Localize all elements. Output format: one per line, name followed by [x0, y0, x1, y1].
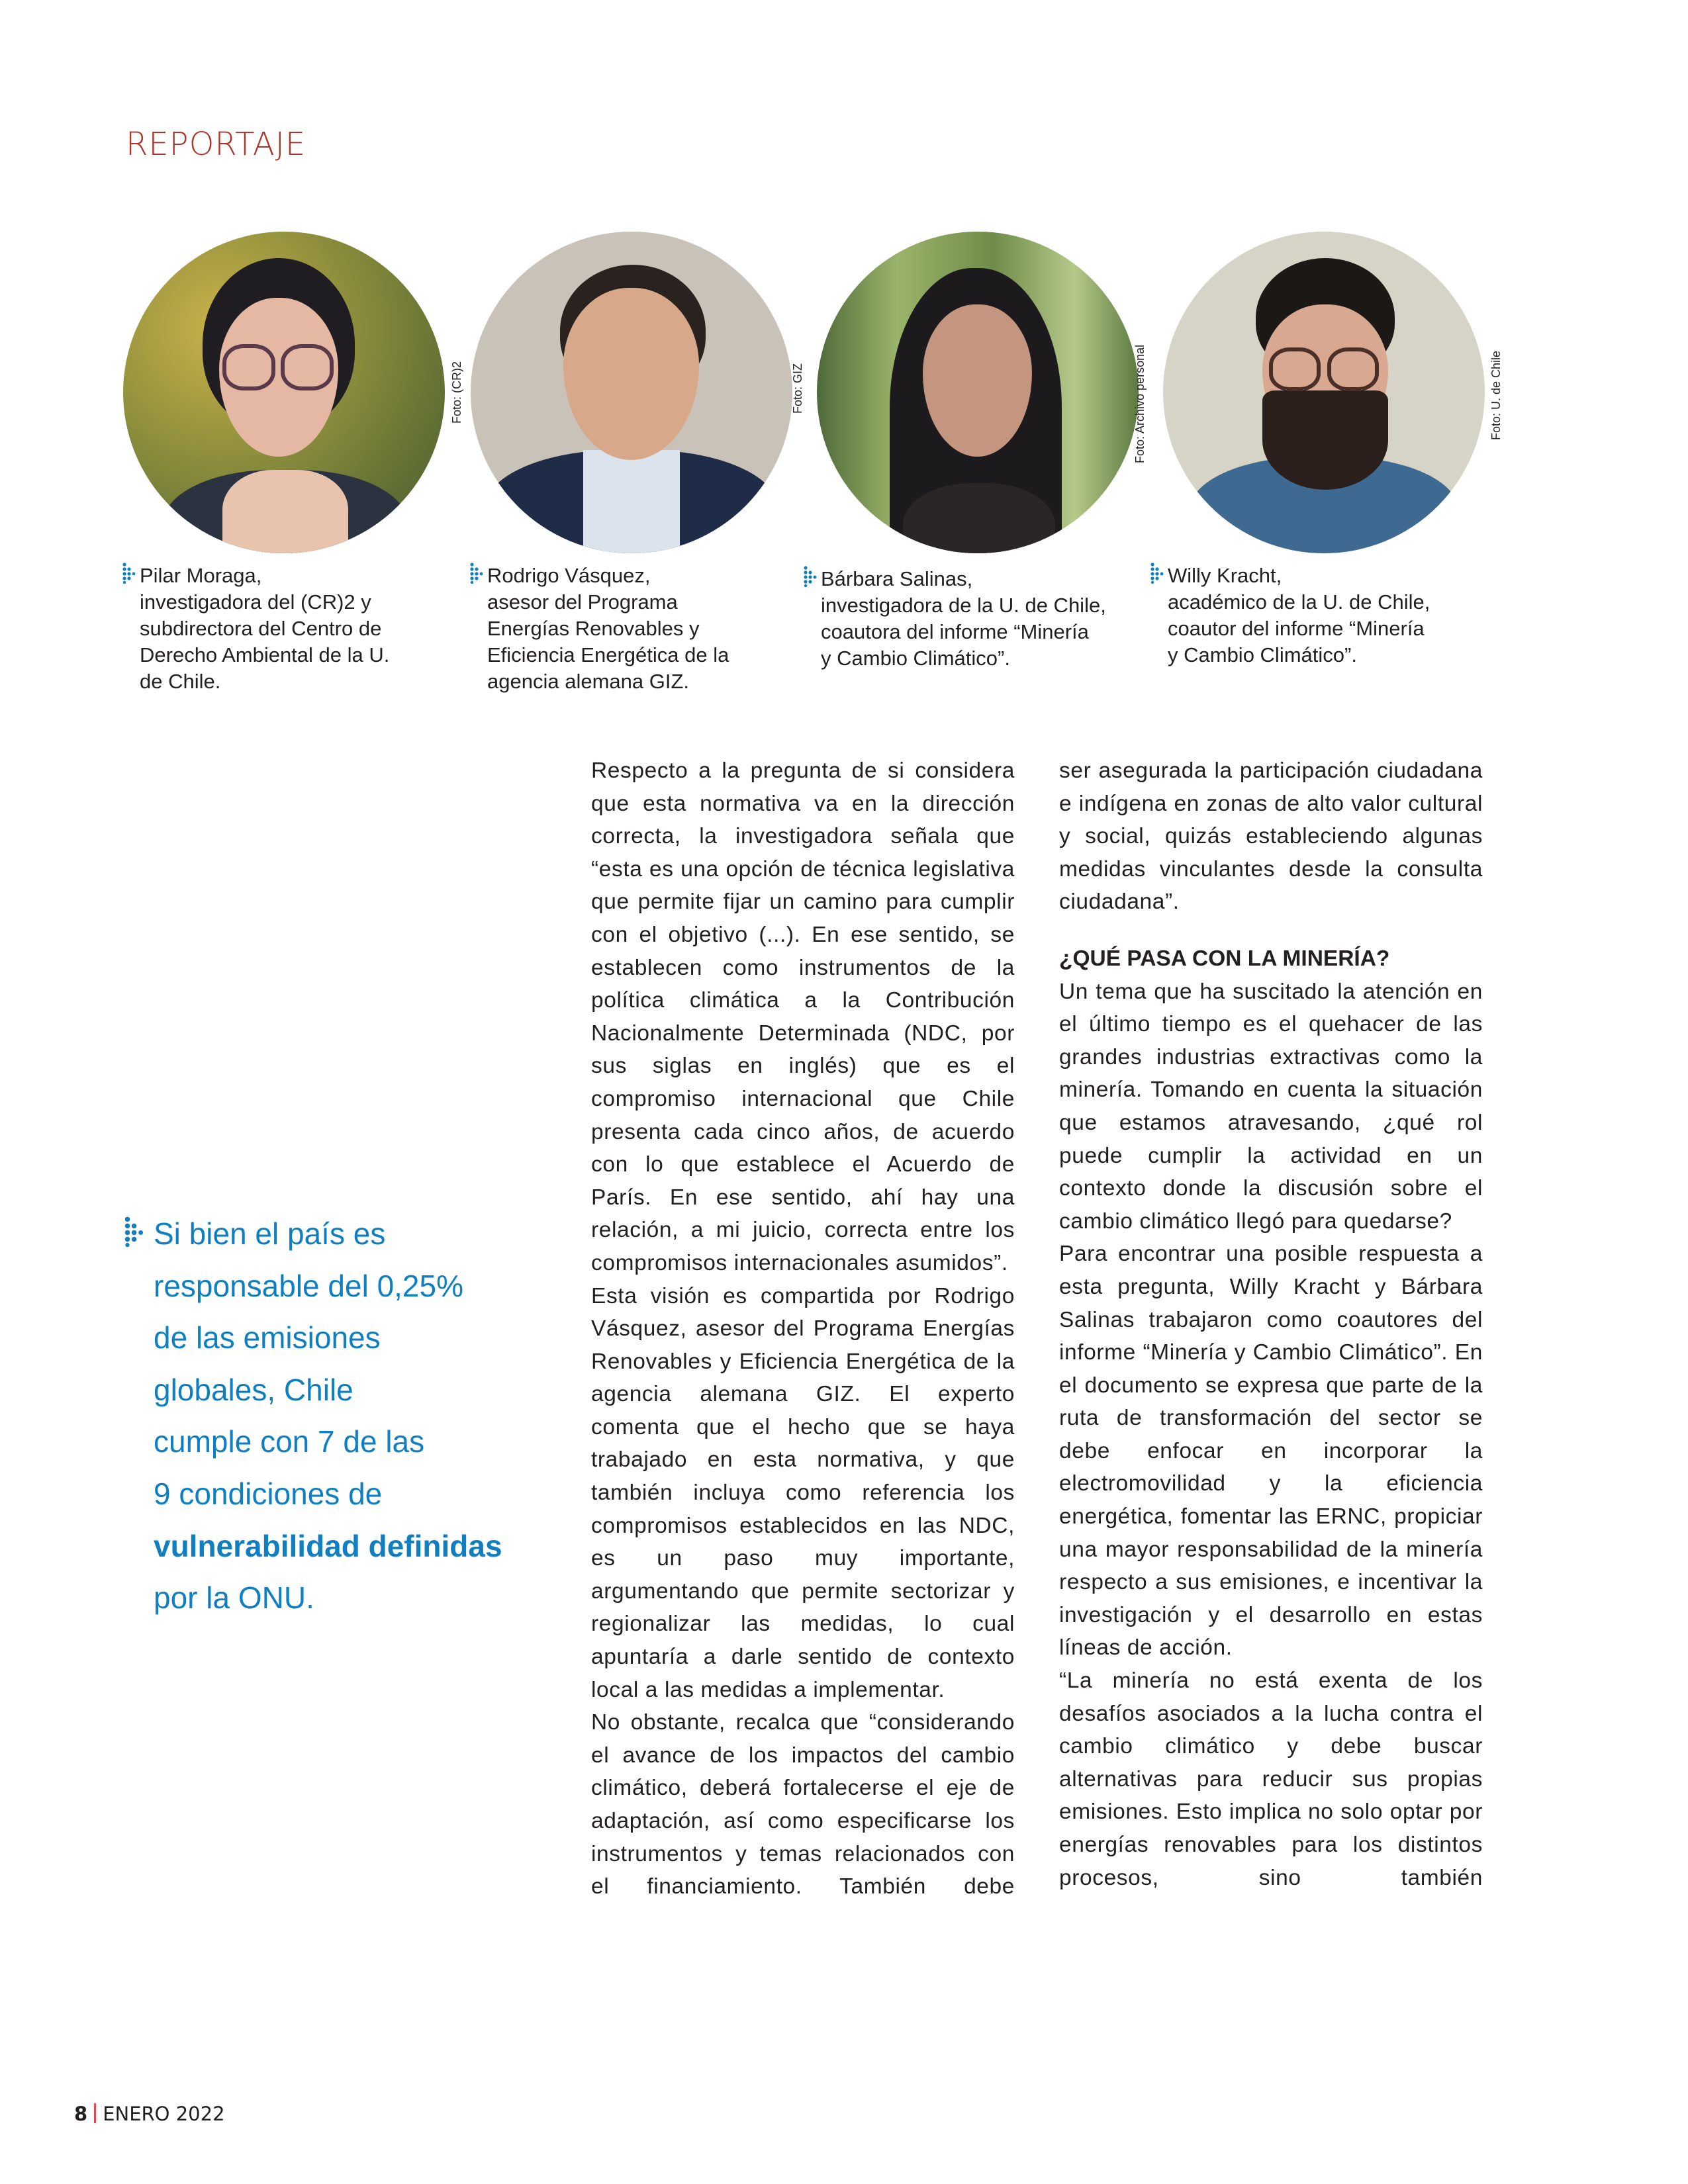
photo-credit: Foto: U. de Chile: [1489, 350, 1503, 440]
person-role-line: de Chile.: [140, 670, 221, 693]
portrait-photo-barbara-salinas: [817, 232, 1139, 553]
person-name: Willy Kracht,: [1168, 564, 1282, 587]
person-role-line: investigadora de la U. de Chile,: [821, 594, 1106, 617]
person-name: Pilar Moraga,: [140, 564, 262, 587]
article-paragraph: Un tema que ha suscitado la atención en el último tiempo es el quehacer de las grandes industrias extractivas como la minería. Tomando en cuenta la situación que estamos atravesando, ¿qué rol puede cumplir la actividad en un contexto donde la discusión sobre el cambio climático llegó para quedarse?: [1059, 979, 1483, 1234]
article-paragraph: Esta visión es compartida por Rodrigo Vásquez, asesor del Programa Energías Renovables y Eficiencia Energética de la agencia alemana GIZ. El experto comenta que el hecho que se haya trabajado en esta normativa, y que también incluya como referencia los compromisos establecidos en las NDC, es un paso muy importante, argumentando que permite sectorizar y regionalizar las medidas, lo cual apuntaría a darle sentido de contexto local a las medidas a implementar.: [591, 1283, 1015, 1702]
person-role-line: académico de la U. de Chile,: [1168, 590, 1430, 614]
pull-quote-line: cumple con 7 de las: [154, 1424, 425, 1459]
portrait-caption: [1150, 563, 1495, 668]
person-role-line: coautor del informe “Minería: [1168, 617, 1425, 640]
issue-date: ENERO 2022: [103, 2103, 225, 2125]
article-paragraph: No obstante, recalca que “considerando el avance de los impactos del cambio climático, deberá fortalecerse el eje de adaptación, así como especificarse los instrumentos y temas relacionados con el financiamiento. También debe: [591, 1710, 1015, 1899]
article-paragraph: ser asegurada la participación ciudadana e indígena en zonas de alto valor cultural y social, quizás estableciendo algunas medidas vinculantes desde la consulta ciudadana”.: [1059, 758, 1483, 915]
article-subheading: ¿QUÉ PASA CON LA MINERÍA?: [1059, 946, 1390, 971]
person-role-line: Energías Renovables y: [487, 617, 700, 640]
portrait-caption: [470, 563, 781, 695]
pull-quote-line: 9 condiciones de: [154, 1476, 383, 1511]
dot-arrow-bullet-icon: [1150, 563, 1165, 584]
person-role-line: y Cambio Climático”.: [1168, 643, 1357, 666]
photo-credit: Foto: GIZ: [791, 363, 804, 414]
photo-credit: Foto: Archivo personal: [1133, 344, 1147, 463]
section-label: REPORTAJE: [126, 126, 306, 163]
person-role-line: investigadora del (CR)2 y: [140, 590, 371, 614]
pull-quote-emphasis: vulnerabilidad definidas: [154, 1528, 502, 1563]
article-column-2: [1059, 754, 1483, 1894]
person-name: Rodrigo Vásquez,: [487, 564, 651, 587]
pull-quote-line: Si bien el país es: [154, 1216, 386, 1251]
dot-arrow-bullet-icon: [122, 563, 137, 584]
photo-credit: Foto: (CR)2: [450, 361, 463, 424]
article-paragraph: “La minería no está exenta de los desafíos asociados a la lucha contra el cambio climático y debe buscar alternativas para reducir sus propias emisiones. Esto implica no solo optar por energías renovables para los distintos procesos, sino también: [1059, 1668, 1483, 1890]
pull-quote: [123, 1208, 547, 1624]
pull-quote-line: de las emisiones: [154, 1320, 381, 1355]
page-footer: [74, 2103, 225, 2125]
person-role-line: y Cambio Climático”.: [821, 647, 1010, 670]
portrait-photo-rodrigo-vasquez: [471, 232, 792, 553]
footer-separator: [94, 2103, 96, 2123]
dot-arrow-bullet-icon: [123, 1216, 147, 1247]
pull-quote-line: por la ONU.: [154, 1580, 314, 1615]
person-name: Bárbara Salinas,: [821, 567, 973, 590]
portrait-caption: [804, 566, 1148, 672]
page-number: 8: [74, 2103, 88, 2125]
article-paragraph: Respecto a la pregunta de si considera que esta normativa va en la dirección correcta, la investigadora señala que “esta es una opción de técnica legislativa que permite fijar un camino para cumplir con el objetivo (...). En ese sentido, se establecen como instrumentos de la política climática a la Contribución Nacionalmente Determinada (NDC, por sus siglas en inglés) que es el compromiso internacional que Chile presenta cada cinco años, de acuerdo con lo que establece el Acuerdo de París. En ese sentido, ahí hay una relación, a mi juicio, correcta entre los compromisos internacionales asumidos”.: [591, 758, 1015, 1275]
article-column-1: [591, 754, 1015, 1903]
dot-arrow-bullet-icon: [804, 566, 818, 587]
portrait-caption: [122, 563, 434, 695]
person-role-line: agencia alemana GIZ.: [487, 670, 690, 693]
pull-quote-line: globales, Chile: [154, 1372, 353, 1407]
portrait-photo-willy-kracht: [1163, 232, 1485, 553]
person-role-line: Eficiencia Energética de la: [487, 643, 729, 666]
dot-arrow-bullet-icon: [470, 563, 485, 584]
person-role-line: subdirectora del Centro de: [140, 617, 382, 640]
person-role-line: Derecho Ambiental de la U.: [140, 643, 390, 666]
person-role-line: coautora del informe “Minería: [821, 620, 1089, 643]
person-role-line: asesor del Programa: [487, 590, 678, 614]
portrait-photo-pilar-moraga: [123, 232, 445, 553]
article-paragraph: Para encontrar una posible respuesta a esta pregunta, Willy Kracht y Bárbara Salinas trabajaron como coautores del informe “Minería y Cambio Climático”. En el documento se expresa que parte de la ruta de transformación del sector se debe enfocar en incorporar la electromovilidad y la eficiencia energética, fomentar las ERNC, propiciar una mayor responsabilidad de la minería respecto a sus emisiones, e incentivar la investigación y el desarrollo en estas líneas de acción.: [1059, 1242, 1483, 1661]
pull-quote-line: responsable del 0,25%: [154, 1268, 463, 1303]
